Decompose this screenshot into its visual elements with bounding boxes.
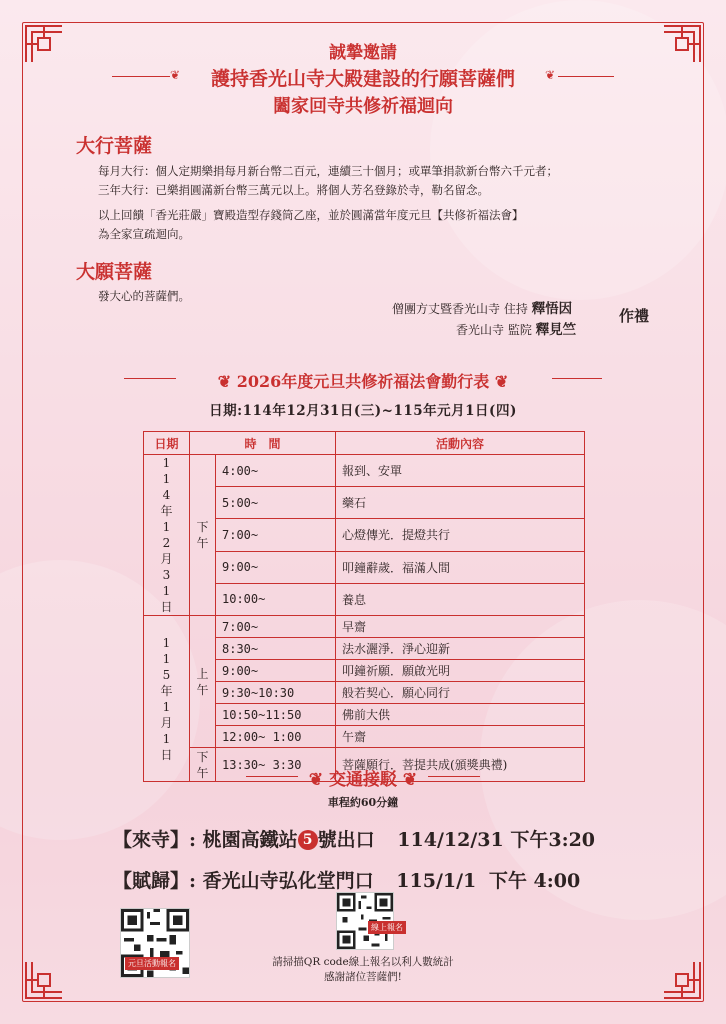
time-cell: 13:30~ 3:30 (216, 748, 336, 782)
time-cell: 7:00~ (216, 519, 336, 551)
time-cell: 9:00~ (216, 660, 336, 682)
route-date: 115/1/1 (396, 870, 477, 892)
period-cell: 下 午 (190, 455, 216, 616)
activity-cell: 般若契心．願心同行 (336, 682, 585, 704)
time-cell: 4:00~ (216, 455, 336, 487)
transport-title (0, 765, 726, 790)
body-paragraph: 為全家宣疏迴向。 (98, 227, 190, 241)
exit-number-badge: 5 (298, 830, 318, 850)
divider (558, 76, 614, 77)
qr-label: 線上報名 (368, 921, 406, 934)
time-cell: 9:00~ (216, 551, 336, 583)
qr-label: 元旦活動報名 (125, 957, 179, 970)
signature-line (392, 297, 572, 317)
section-title-daxing: 大行菩薩 (76, 135, 153, 157)
route-date: 114/12/31 (397, 829, 504, 851)
activity-cell: 心燈傳光．提燈共行 (336, 519, 585, 551)
activity-cell: 叩鐘辭歲．福滿人間 (336, 551, 585, 583)
time-cell: 8:30~ (216, 638, 336, 660)
body-paragraph: 以上回饋「香光莊嚴」寶殿造型存錢筒乙座，並於圓滿當年度元旦【共修祈福法會】 (98, 208, 524, 222)
time-cell: 10:00~ (216, 583, 336, 615)
transport-title-text: 交通接駁 (329, 770, 397, 790)
schedule-title (0, 369, 726, 392)
table-row (144, 616, 585, 638)
footer-thanks: 感謝諸位菩薩們! (324, 971, 402, 983)
activity-cell: 午齋 (336, 726, 585, 748)
route-go (113, 825, 595, 852)
activity-cell: 養息 (336, 583, 585, 615)
column-header-time: 時 間 (190, 432, 336, 455)
scroll-ornament-icon: ❦ (397, 770, 418, 790)
route-label: 【來寺】 (113, 829, 190, 851)
page-subtitle: 闔家回寺共修祈福迴向 (273, 96, 453, 117)
route-place: 號出口 (317, 829, 375, 851)
scroll-ornament-icon: ❦ (545, 68, 556, 82)
period-cell: 下 午 (190, 748, 216, 782)
activity-cell: 法水灑淨．淨心迎新 (336, 638, 585, 660)
body-paragraph: 三年大行：已樂捐圓滿新台幣三萬元以上。將個人芳名登錄於寺，勒名留念。 (98, 183, 489, 197)
signature-title: 香光山寺 監院 (456, 323, 532, 337)
activity-cell: 菩薩願行．菩提共成(頒獎典禮) (336, 748, 585, 782)
activity-cell: 佛前大供 (336, 704, 585, 726)
schedule-date: 日期:114年12月31日(三)~115年元月1日(四) (209, 403, 517, 419)
section-title-dayuan: 大願菩薩 (76, 261, 153, 283)
route-back (113, 866, 580, 893)
schedule-title-text: 2026年度元旦共修祈福法會勤行表 (236, 372, 490, 391)
signature-line (456, 318, 576, 338)
body-paragraph: 每月大行：個人定期樂捐每月新台幣二百元，連續三十個月；或單筆捐款新台幣六千元者； (98, 164, 558, 178)
signature-title: 僧團方丈暨香光山寺 住持 (392, 302, 528, 316)
activity-cell: 報到、安單 (336, 455, 585, 487)
signature-name: 釋見竺 (535, 322, 577, 338)
route-place: : 桃園高鐵站 (189, 829, 298, 851)
scroll-ornament-icon: ❦ (217, 372, 237, 391)
period-cell: 上 午 (190, 616, 216, 748)
body-paragraph: 發大心的菩薩們。 (98, 289, 190, 303)
time-cell: 9:30~10:30 (216, 682, 336, 704)
table-row (144, 455, 585, 487)
date-cell: 1 1 4 年 1 2 月 3 1 日 (144, 455, 190, 616)
route-label: 【賦歸】 (113, 870, 190, 892)
signature-closing: 作禮 (619, 307, 650, 325)
column-header-activity: 活動內容 (336, 432, 585, 455)
time-cell: 7:00~ (216, 616, 336, 638)
date-cell: 1 1 5 年 1 月 1 日 (144, 616, 190, 782)
time-cell: 12:00~ 1:00 (216, 726, 336, 748)
route-place: : 香光山寺弘化堂門口 (189, 870, 374, 892)
invite-heading: 誠摯邀請 (329, 43, 397, 63)
scroll-ornament-icon: ❦ (489, 372, 509, 391)
route-time: 下午3:20 (510, 829, 596, 851)
table-header-row (144, 432, 585, 455)
transport-duration: 車程約60分鐘 (327, 796, 399, 809)
activity-cell: 早齋 (336, 616, 585, 638)
schedule-table (143, 431, 585, 782)
route-time: 下午 4:00 (488, 870, 581, 892)
page-title: 護持香光山寺大殿建設的行願菩薩們 (210, 68, 515, 90)
scroll-ornament-icon: ❦ (308, 770, 329, 790)
scroll-ornament-icon: ❦ (170, 68, 181, 82)
column-header-date: 日期 (144, 432, 190, 455)
signature-name: 釋悟因 (531, 301, 573, 317)
time-cell: 5:00~ (216, 487, 336, 519)
footer-instruction: 請掃描QR code線上報名以利人數統計 (272, 956, 454, 968)
activity-cell: 叩鐘祈願．願啟光明 (336, 660, 585, 682)
time-cell: 10:50~11:50 (216, 704, 336, 726)
activity-cell: 藥石 (336, 487, 585, 519)
